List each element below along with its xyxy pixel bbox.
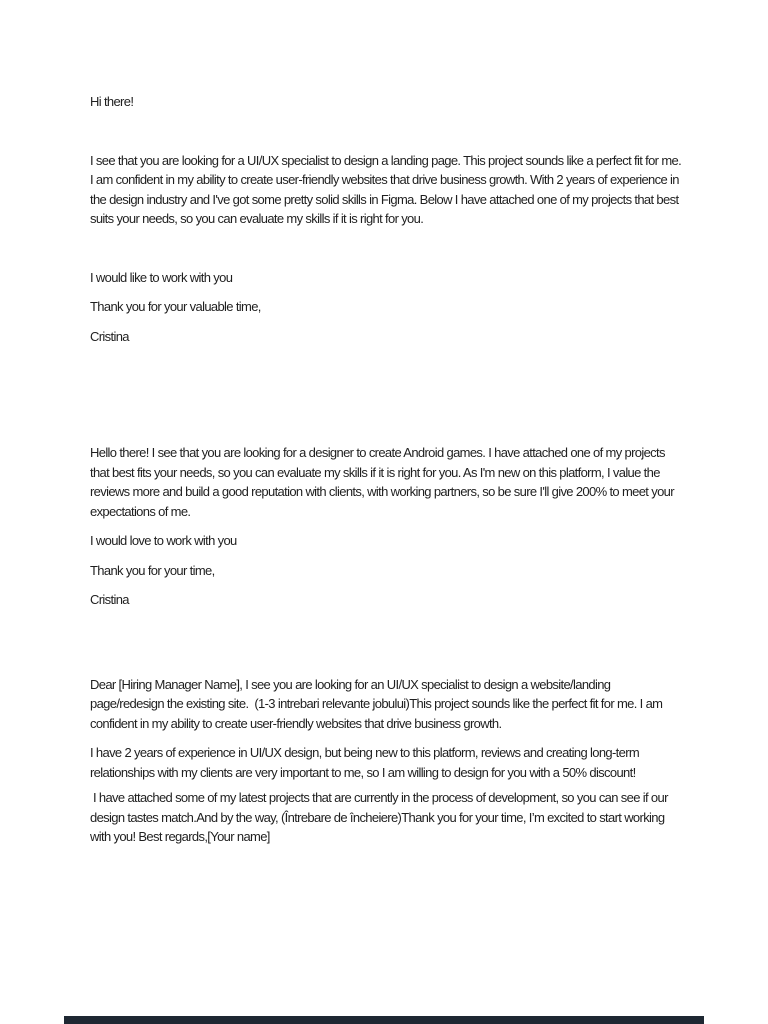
letter3-paragraph1: Dear [Hiring Manager Name], I see you are looking for an UI/UX specialist to design a website/landing page/redesign the existing site. (1-3 intrebari relevante jobului)This project sounds like the perfect fit for me. I am confident in my ability to create user-friendly websites that drive business growth. bbox=[90, 676, 666, 731]
letter2-body: Hello there! I see that you are looking for a designer to create Android games. I have attached one of my projects that best fits your needs, so you can evaluate my skills if it is right for you. As I'm new on this platform, I value the reviews more and build a good reputation with clients, with working partners, so be sure I'll give 200% to meet your expectations of me. bbox=[90, 445, 677, 519]
letter2-signature: Cristina bbox=[90, 592, 129, 607]
letter1-greeting: Hi there! bbox=[90, 94, 134, 109]
letter2-closing-line1: I would love to work with you bbox=[90, 533, 237, 548]
letter2-closing-line2: Thank you for your time, bbox=[90, 562, 215, 578]
letter3-paragraph2: I have 2 years of experience in UI/UX design, but being new to this platform, reviews and creating long-term relationships with my clients are very important to me, so I am willing to design for you with a 50% discount! bbox=[90, 745, 643, 780]
letter1-signature: Cristina bbox=[90, 328, 129, 344]
letter1-closing-line2: Thank you for your valuable time, bbox=[90, 299, 261, 314]
letter1-body: I see that you are looking for a UI/UX specialist to design a landing page. This project sounds like a perfect fit for me. I am confident in my ability to create user-friendly websites that drive business growth. With 2 years of experience in the design industry and I've got some pretty solid skills in Figma. Below I have attached one of my projects that best suits your needs, so you can evaluate my skills if it is right for you. bbox=[90, 152, 685, 226]
bottom-toolbar-edge bbox=[64, 1016, 704, 1024]
letter3-paragraph3: I have attached some of my latest projects that are currently in the process of development, so you can see if our design tastes match.And by the way, (Întrebare de încheiere)Thank you for your time, I’m excited to start working with you! Best regards,[Your name] bbox=[90, 790, 671, 844]
letter1-closing-line1: I would like to work with you bbox=[90, 269, 233, 285]
